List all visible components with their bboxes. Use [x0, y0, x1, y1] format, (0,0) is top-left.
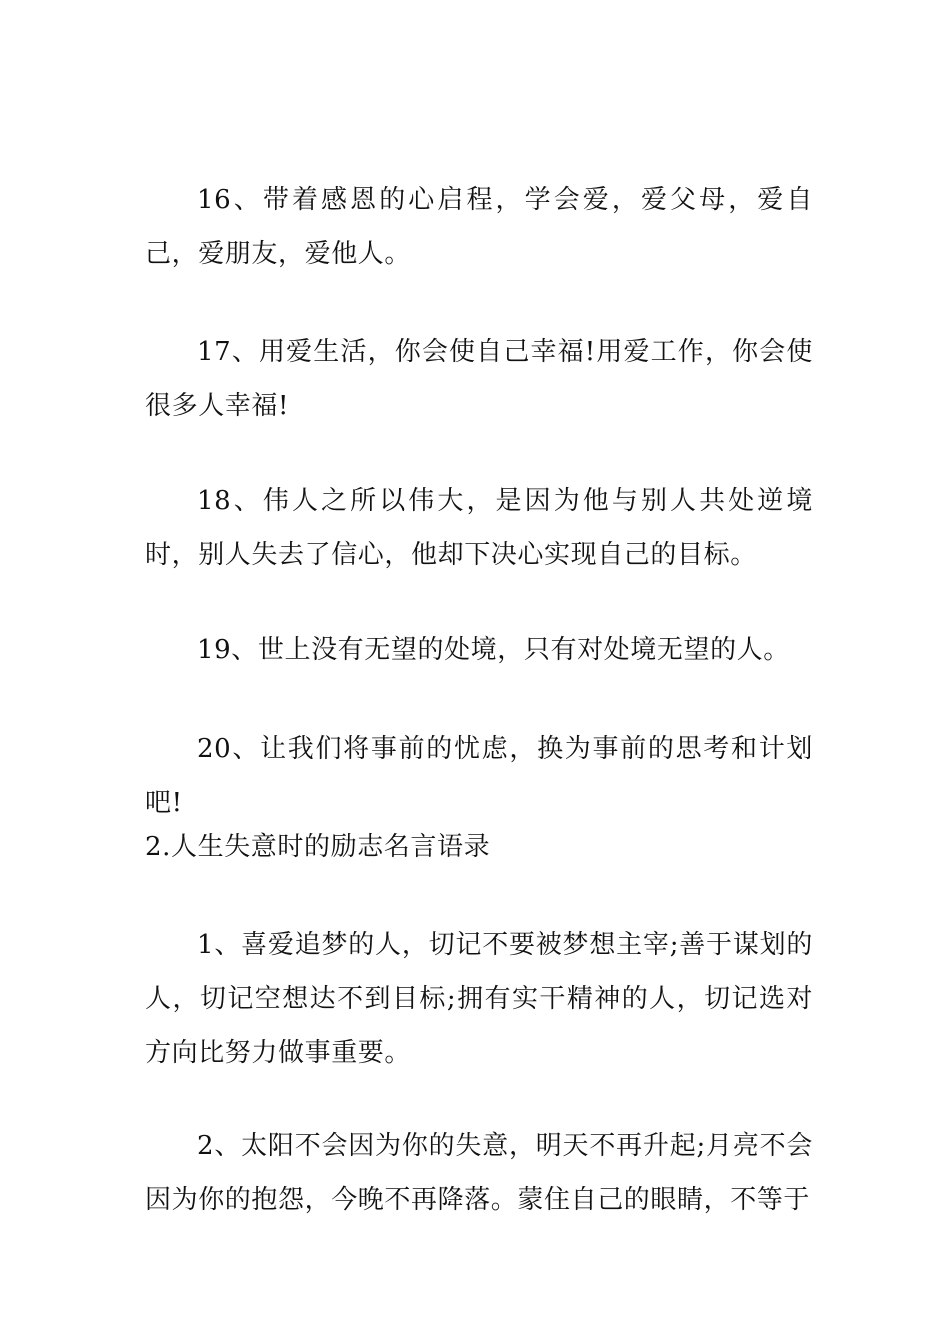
section-heading: 2.人生失意时的励志名言语录: [145, 832, 491, 862]
quote-paragraph-1: 1、喜爱追梦的人，切记不要被梦想主宰;善于谋划的人，切记空想达不到目标;拥有实干精神的人，切记选对方向比努力做事重要。: [145, 930, 813, 1068]
quote-paragraph-20: 20、让我们将事前的忧虑，换为事前的思考和计划吧!: [145, 734, 813, 818]
quote-paragraph-17: 17、用爱生活，你会使自己幸福!用爱工作，你会使很多人幸福!: [145, 337, 813, 421]
quote-paragraph-18: 18、伟人之所以伟大，是因为他与别人共处逆境时，别人失去了信心，他却下决心实现自己的目标。: [145, 486, 813, 570]
quote-paragraph-2: 2、太阳不会因为你的失意，明天不再升起;月亮不会因为你的抱怨，今晚不再降落。蒙住自己的眼睛，不等于: [145, 1131, 813, 1215]
quote-paragraph-16: 16、带着感恩的心启程，学会爱，爱父母，爱自己，爱朋友，爱他人。: [145, 185, 813, 269]
quote-paragraph-19: 19、世上没有无望的处境，只有对处境无望的人。: [197, 635, 790, 665]
